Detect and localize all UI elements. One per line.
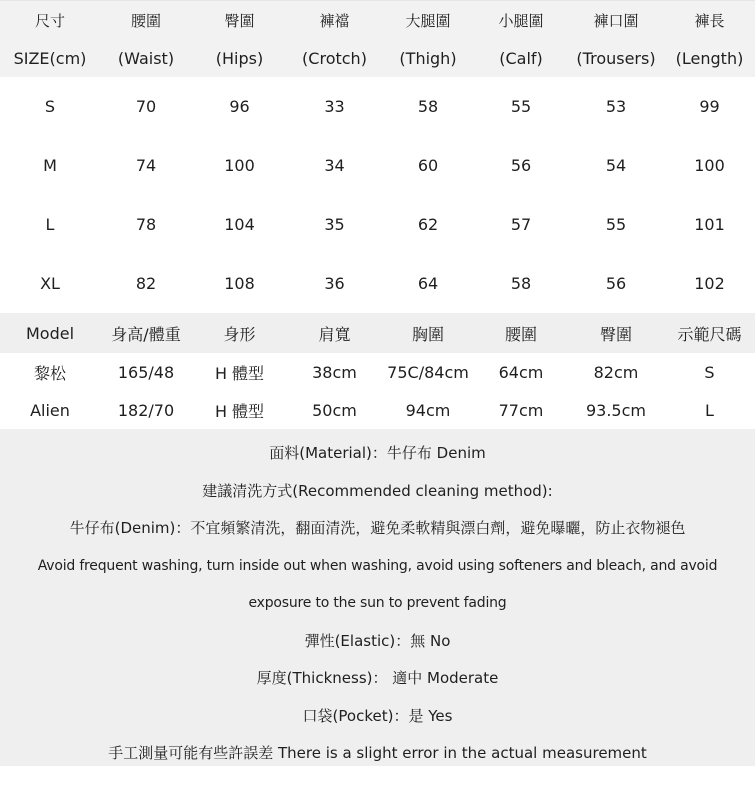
table-cell: 33 xyxy=(324,97,345,116)
header-cell: 胸圍 xyxy=(411,324,444,344)
table-cell: 55 xyxy=(605,215,627,234)
cleaning-title: 建議清洗方式(Recommended cleaning method): xyxy=(202,481,553,500)
header-cell: (Hips) xyxy=(215,48,264,68)
header-cell: 小腿圍 xyxy=(498,11,544,30)
header-cell: 褲口圍 xyxy=(593,11,639,30)
size-table-header-en xyxy=(0,39,755,77)
table-cell: 50cm xyxy=(312,400,357,420)
table-cell: 93.5cm xyxy=(585,400,646,420)
table-cell: 96 xyxy=(229,97,250,116)
header-cell: (Thigh) xyxy=(399,48,457,68)
table-cell: 77cm xyxy=(498,400,544,420)
table-row xyxy=(0,195,755,254)
table-cell: 78 xyxy=(135,215,157,234)
size-table-header-zh xyxy=(0,1,755,39)
table-cell: 36 xyxy=(324,274,345,293)
table-row xyxy=(0,254,755,313)
measurement-note: 手工測量可能有些許誤差 There is a slight error in the actual measurement xyxy=(108,744,647,762)
pocket-note: 口袋(Pocket)：是 Yes xyxy=(302,706,453,725)
table-cell: 74 xyxy=(135,156,157,175)
material-note: 面料(Material)：牛仔布 Denim xyxy=(269,444,486,462)
table-cell: 57 xyxy=(510,215,532,234)
table-cell: H 體型 xyxy=(214,401,265,421)
header-cell: 臀圍 xyxy=(224,11,255,30)
table-cell: 34 xyxy=(324,156,345,175)
table-cell: 101 xyxy=(694,215,725,234)
table-cell: 64 xyxy=(417,274,439,293)
header-cell: SIZE(cm) xyxy=(13,48,87,68)
table-cell: 182/70 xyxy=(117,400,175,420)
header-cell: 大腿圍 xyxy=(405,11,451,30)
table-cell: 104 xyxy=(224,215,255,234)
table-cell: 38cm xyxy=(312,362,357,382)
table-cell: 56 xyxy=(510,156,532,175)
model-table-header xyxy=(0,313,755,353)
model-table xyxy=(0,313,755,429)
header-cell: 身高/體重 xyxy=(111,324,181,344)
table-cell: 99 xyxy=(699,97,720,116)
product-notes xyxy=(0,429,755,766)
header-cell: (Waist) xyxy=(117,48,175,68)
header-cell: (Crotch) xyxy=(302,48,367,68)
header-cell: 褲長 xyxy=(694,11,725,30)
table-cell: S xyxy=(704,362,715,382)
table-cell: 82 xyxy=(135,274,157,293)
table-cell: 60 xyxy=(417,156,439,175)
table-cell: Alien xyxy=(30,400,70,420)
header-cell: 腰圍 xyxy=(130,11,161,30)
header-cell: 尺寸 xyxy=(34,11,65,30)
header-cell: 臀圍 xyxy=(599,324,632,344)
cleaning-note-en: Avoid frequent washing, turn inside out when washing, avoid using softeners and bleach, and avoid xyxy=(37,557,718,574)
table-cell: 75C/84cm xyxy=(387,362,469,382)
header-cell: Model xyxy=(25,323,75,343)
table-cell: 82cm xyxy=(593,362,639,382)
header-cell: 身形 xyxy=(223,324,256,344)
table-cell: 100 xyxy=(224,156,255,175)
table-row xyxy=(0,77,755,136)
header-cell: 腰圍 xyxy=(504,324,537,344)
table-cell: 165/48 xyxy=(117,362,175,382)
table-cell: L xyxy=(705,400,714,420)
header-cell: (Trousers) xyxy=(576,48,656,68)
table-cell: L xyxy=(45,215,55,234)
header-cell: (Length) xyxy=(675,48,744,68)
table-cell: 54 xyxy=(605,156,627,175)
table-cell: 53 xyxy=(605,97,627,116)
table-cell: H 體型 xyxy=(214,363,265,383)
table-cell: 62 xyxy=(417,215,439,234)
thickness-note: 厚度(Thickness)： 適中 Moderate xyxy=(256,669,499,687)
table-cell: 58 xyxy=(417,97,439,116)
table-cell: 100 xyxy=(694,156,725,175)
header-cell: (Calf) xyxy=(499,48,543,68)
table-row xyxy=(0,391,755,429)
header-cell: 示範尺碼 xyxy=(677,324,742,344)
cleaning-note-en-cont: exposure to the sun to prevent fading xyxy=(248,595,507,611)
table-cell: S xyxy=(44,97,56,116)
table-row xyxy=(0,136,755,195)
cleaning-note-zh: 牛仔布(Denim)：不宜頻繁清洗，翻面清洗，避免柔軟精與漂白劑，避免曝曬，防止衣物褪色 xyxy=(69,519,686,537)
elastic-note: 彈性(Elastic)：無 No xyxy=(304,631,451,650)
header-cell: 褲襠 xyxy=(319,11,350,30)
table-cell: 58 xyxy=(510,274,532,293)
table-row xyxy=(0,353,755,391)
table-cell: 黎松 xyxy=(33,363,66,383)
table-cell: M xyxy=(43,156,57,175)
table-cell: 55 xyxy=(510,97,532,116)
header-cell: 肩寬 xyxy=(318,324,351,344)
table-cell: 56 xyxy=(605,274,627,293)
table-cell: 64cm xyxy=(498,362,544,382)
table-cell: 94cm xyxy=(405,400,451,420)
table-cell: XL xyxy=(40,274,60,293)
table-cell: 102 xyxy=(694,274,725,293)
table-cell: 35 xyxy=(324,215,345,234)
size-table xyxy=(0,0,755,313)
table-cell: 70 xyxy=(135,97,157,116)
table-cell: 108 xyxy=(224,274,255,293)
